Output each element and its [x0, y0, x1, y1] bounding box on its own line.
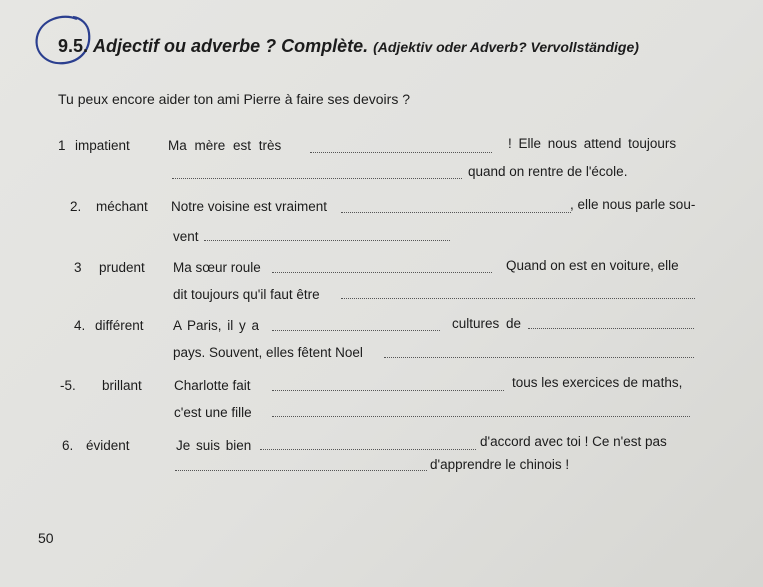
item-text: Ma mère est très — [168, 138, 282, 153]
answer-blank[interactable] — [260, 449, 476, 450]
answer-blank[interactable] — [341, 298, 695, 299]
item-text: vent — [173, 229, 199, 244]
answer-blank[interactable] — [528, 328, 694, 329]
item-number: -5. — [60, 378, 76, 393]
answer-blank[interactable] — [272, 416, 690, 417]
answer-blank[interactable] — [272, 390, 504, 391]
item-number: 3 — [74, 260, 82, 275]
item-text: d'accord avec toi ! Ce n'est pas — [480, 434, 667, 449]
exercise-title — [58, 36, 639, 57]
item-text: Ma sœur roule — [173, 260, 261, 275]
answer-blank[interactable] — [175, 470, 427, 471]
answer-blank[interactable] — [204, 240, 450, 241]
item-text: quand on rentre de l'école. — [468, 164, 628, 179]
item-adjective: brillant — [102, 378, 142, 393]
exercise-number: 9.5. — [58, 36, 89, 56]
item-text: dit toujours qu'il faut être — [173, 287, 320, 302]
answer-blank[interactable] — [341, 212, 571, 213]
item-text: , elle nous parle sou- — [570, 197, 696, 212]
answer-blank[interactable] — [310, 152, 492, 153]
item-text: Notre voisine est vraiment — [171, 199, 328, 214]
item-adjective: prudent — [99, 260, 145, 275]
answer-blank[interactable] — [384, 357, 694, 358]
exercise-translation: (Adjektiv oder Adverb? Vervollständige) — [373, 39, 639, 55]
item-text: Je suis bien — [176, 438, 252, 453]
answer-blank[interactable] — [172, 178, 462, 179]
item-number: 1 — [58, 138, 66, 153]
item-adjective: impatient — [75, 138, 130, 153]
item-text: cultures de — [452, 316, 522, 331]
answer-blank[interactable] — [272, 272, 492, 273]
item-text: Charlotte fait — [174, 378, 251, 393]
item-adjective: méchant — [96, 199, 148, 214]
item-text: c'est une fille — [174, 405, 252, 420]
item-text: pays. Souvent, elles fêtent Noel — [173, 345, 363, 360]
item-text: tous les exercices de maths, — [512, 375, 683, 390]
item-number: 6. — [62, 438, 74, 453]
item-number: 2. — [70, 199, 82, 214]
item-adjective: différent — [95, 318, 144, 333]
intro-text: Tu peux encore aider ton ami Pierre à faire ses devoirs ? — [58, 91, 410, 107]
item-text: d'apprendre le chinois ! — [430, 457, 570, 472]
item-text: ! Elle nous attend toujours — [508, 136, 677, 151]
item-text: A Paris, il y a — [173, 318, 260, 333]
item-adjective: évident — [86, 438, 130, 453]
item-text: Quand on est en voiture, elle — [506, 258, 679, 273]
answer-blank[interactable] — [272, 330, 440, 331]
exercise-heading: Adjectif ou adverbe ? Complète. — [93, 36, 369, 56]
page-number: 50 — [38, 530, 54, 546]
item-number: 4. — [74, 318, 86, 333]
